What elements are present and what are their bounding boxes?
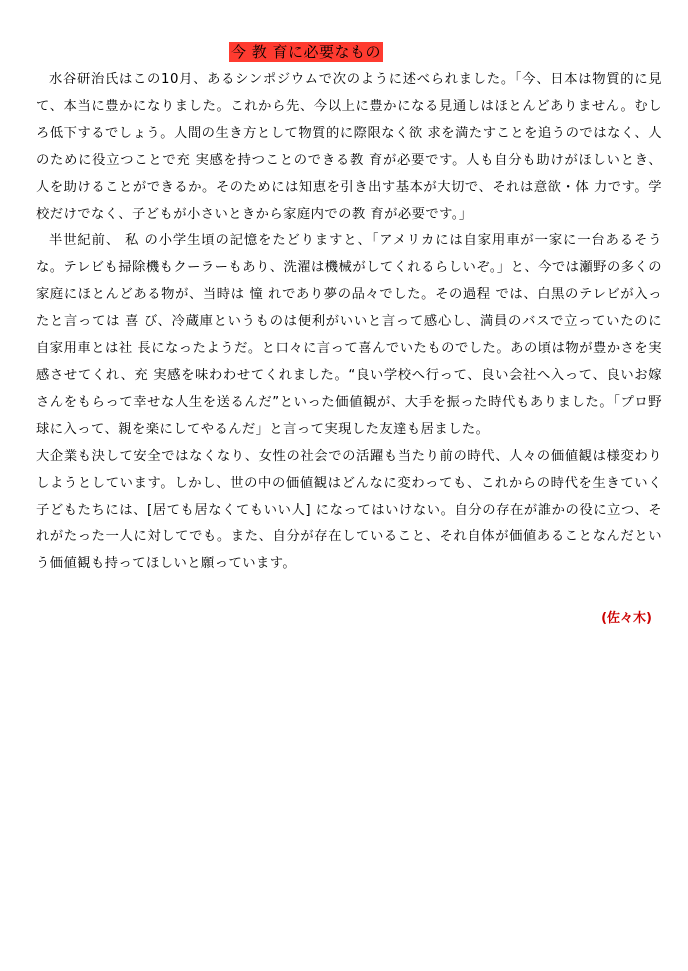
paragraph-1: 水谷研治氏はこの10月、あるシンポジウムで次のように述べられました。「今、日本は物質的に見て、本当に豊かになりました。これから先、今以上に豊かになる見通しはほとんどありません。むしろ低下するでしょう。人間の生き方として物質的に際限なく欲 求を満たすことを追うのではなく、人のために役立つことで充 実感を持つことのできる教 育が必要です。人も自分も助けがほしいとき、人を助けることができるか。そのためには知恵を引き出す基本が大切で、それは意欲・体 力です。学校だけでなく、子どもが小さいときから家庭内での教 育が必要です。」	[36, 72, 662, 222]
article-body	[36, 67, 662, 578]
title-block	[229, 42, 383, 63]
page-title: 今 教 育に必要なもの	[231, 43, 382, 61]
paragraph-3: 大企業も決して安全ではなくなり、女性の社会での活躍も当たり前の時代、人々の価値観は様変わりしようとしています。しかし、世の中の価値観はどんなに変わっても、これからの時代を生きていく子どもたちには、[居ても居なくてもいい人] になってはいけない。自分の存在が誰かの役に立つ、それがたった一人に対してでも。また、自分が存在していること、それ自体が価値あることなんだという価値観も持ってほしいと願っています。	[36, 448, 662, 572]
paragraph-2: 半世紀前、 私 の小学生頃の記憶をたどりますと、「アメリカには自家用車が一家に一台あるそうな。テレビも掃除機もクーラーもあり、洗濯は機械がしてくれるらしいぞ。」と、今では瀬野の多くの家庭にほとんどある物が、当時は 憧 れであり夢の品々でした。その過程 では、白黒のテレビが入ったと言っては 喜 び、冷蔵庫というものは便利がいいと言って感心し、満員のバスで立っていたのに自家用車とは社 長になったようだ。と口々に言って喜んでいたものでした。あの頃は物が豊かさを実感させてくれ、充 実感を味わわせてくれました。“良い学校へ行って、良い会社へ入って、良いお嫁さんをもらって幸せな人生を送るんだ”といった価値観が、大手を振った時代もありました。「プロ野球に入って、親を楽にしてやるんだ」と言って実現した友達も居ました。	[36, 233, 662, 437]
author-signature: (佐々木)	[601, 611, 652, 626]
